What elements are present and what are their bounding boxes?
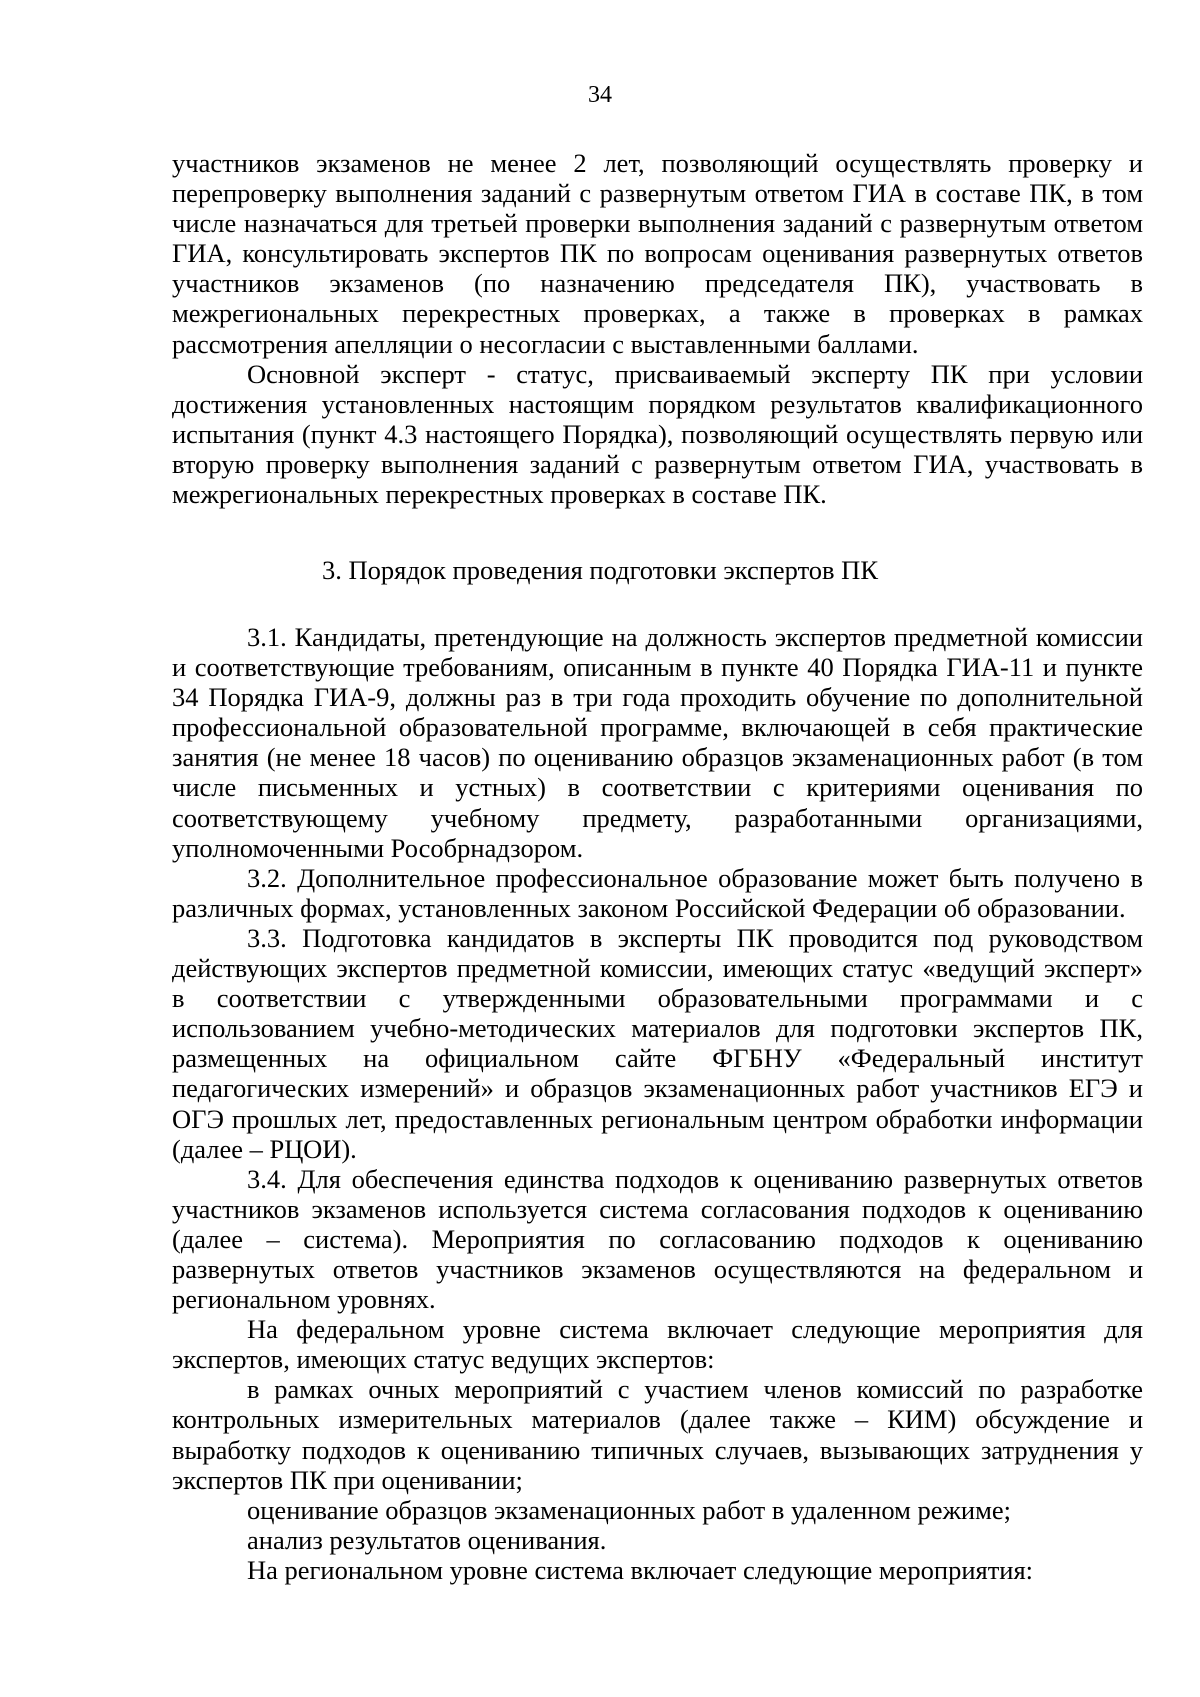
page-number: 34 — [588, 82, 612, 108]
text-block-section-3 — [172, 622, 1143, 1585]
paragraph-3-3: 3.3. Подготовка кандидатов в эксперты ПК проводится под руководством действующих экспертов предметной комиссии, имеющих статус «ведущий эксперт» в соответствии с утвержденными образовательными программами и с использованием учебно-методических материалов для подготовки экспертов ПК, размещенных на официальном сайте ФГБНУ «Федеральный институт педагогических измерений» и образцов экзаменационных работ участников ЕГЭ и ОГЭ прошлых лет, предоставленных региональным центром обработки информации (далее – РЦОИ). — [172, 922, 1143, 1164]
text-block-top — [172, 148, 1143, 509]
list-item-federal-in-person: в рамках очных мероприятий с участием членов комиссий по разработке контрольных измерительных материалов (далее также – КИМ) обсуждение и выработку подходов к оцениванию типичных случаев, вызывающих затруднения у экспертов ПК при оценивании; — [172, 1374, 1143, 1495]
list-item-federal-remote: оценивание образцов экзаменационных работ в удаленном режиме; — [247, 1494, 1011, 1525]
paragraph-3-1: 3.1. Кандидаты, претендующие на должность экспертов предметной комиссии и соответствующие требованиям, описанным в пункте 40 Порядка ГИА-11 и пункте 34 Порядка ГИА-9, должны раз в три года проходить обучение по дополнительной профессиональной образовательной программе, включающей в себя практические занятия (не менее 18 часов) по оцениванию образцов экзаменационных работ (в том числе письменных и устных) в соответствии с критериями оценивания по соответствующему учебному предмету, разработанными организациями, уполномоченными Рособрнадзором. — [172, 622, 1143, 863]
list-item-federal-analysis: анализ результатов оценивания. — [247, 1524, 607, 1555]
paragraph-3-4: 3.4. Для обеспечения единства подходов к оцениванию развернутых ответов участников экзаменов используется система согласования подходов к оцениванию (далее – система). Мероприятия по согласованию подходов к оцениванию развернутых ответов участников экзаменов осуществляются на федеральном и региональном уровнях. — [172, 1163, 1143, 1315]
paragraph-main-expert: Основной эксперт - статус, присваиваемый эксперту ПК при условии достижения установленных настоящим порядком результатов квалификационного испытания (пункт 4.3 настоящего Порядка), позволяющий осуществлять первую или вторую проверку выполнения заданий с развернутым ответом ГИА, участвовать в межрегиональных перекрестных проверках в составе ПК. — [172, 358, 1143, 510]
paragraph-federal-level: На федеральном уровне система включает следующие мероприятия для экспертов, имеющих статус ведущих экспертов: — [172, 1314, 1143, 1375]
paragraph-3-2: 3.2. Дополнительное профессиональное образование может быть получено в различных формах, установленных законом Российской Федерации об образовании. — [172, 862, 1143, 923]
section-heading: 3. Порядок проведения подготовки экспертов ПК — [322, 555, 878, 585]
paragraph-leading-expert-continuation: участников экзаменов не менее 2 лет, позволяющий осуществлять проверку и перепроверку выполнения заданий с развернутым ответом ГИА в составе ПК, в том числе назначаться для третьей проверки выполнения заданий с развернутым ответом ГИА, консультировать экспертов ПК по вопросам оценивания развернутых ответов участников экзаменов (по назначению председателя ПК), участвовать в межрегиональных перекрестных проверках, а также в проверках в рамках рассмотрения апелляции о несогласии с выставленными баллами. — [172, 148, 1143, 359]
paragraph-regional-level: На региональном уровне система включает следующие мероприятия: — [247, 1554, 1034, 1585]
